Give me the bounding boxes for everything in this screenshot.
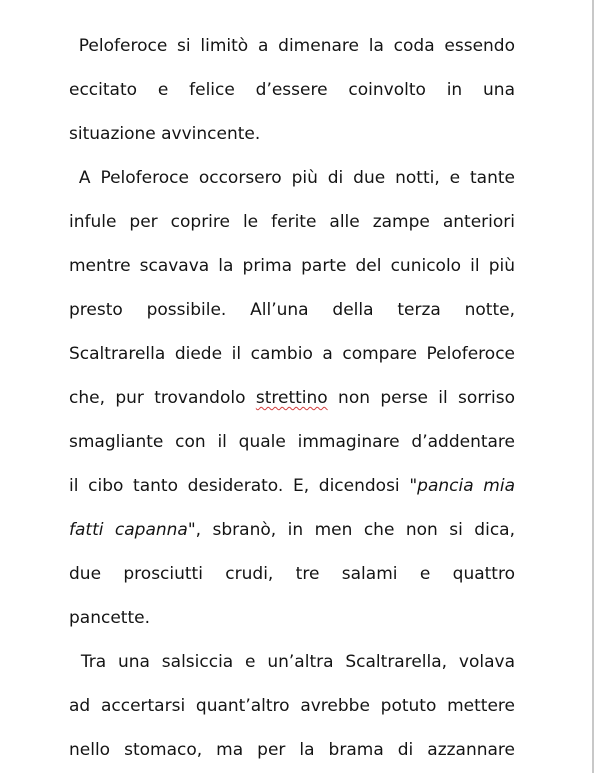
text-line [69, 253, 515, 279]
line-text: il cibo tanto desiderato. E, dicendosi " [69, 476, 418, 496]
line-text: Tra una salsiccia e un’altra Scaltrarella, volava [69, 652, 515, 672]
text-line [69, 121, 515, 147]
text-line [69, 605, 515, 631]
text-line [69, 165, 515, 191]
line-text: mentre scavava la prima parte del cunicolo il più [69, 256, 515, 276]
line-text: nello stomaco, ma per la brama di azzannare [69, 740, 515, 760]
text-line [69, 737, 515, 763]
text-line [69, 297, 515, 323]
line-text: infule per coprire le ferite alle zampe anteriori [69, 212, 515, 232]
line-text: due prosciutti crudi, tre salami e quattro [69, 564, 515, 584]
line-text: Scaltrarella diede il cambio a compare Peloferoce [69, 344, 515, 364]
text-line [69, 429, 515, 455]
line-text: ad accertarsi quant’altro avrebbe potuto mettere [69, 696, 515, 716]
text-line [69, 561, 515, 587]
line-text: pancette. [69, 608, 150, 628]
italic-text: pancia mia [417, 476, 515, 496]
line-text: A Peloferoce occorsero più di due notti, e tante [69, 168, 515, 188]
spellcheck-flagged-word[interactable]: strettino [255, 388, 328, 408]
text-line [69, 649, 515, 675]
line-text: situazione avvincente. [69, 124, 261, 144]
text-line [69, 33, 515, 59]
text-line [69, 77, 515, 103]
line-text: eccitato e felice d’essere coinvolto in una [69, 80, 515, 100]
text-line [69, 517, 515, 543]
text-line [69, 693, 515, 719]
line-text: che, pur trovandolo [69, 388, 246, 408]
italic-text: fatti capanna [69, 520, 188, 540]
line-text: presto possibile. All’una della terza notte, [69, 300, 515, 320]
text-line [69, 341, 515, 367]
line-text: ", sbranò, in men che non si dica, [187, 520, 515, 540]
line-text: Peloferoce si limitò a dimenare la coda essendo [69, 36, 515, 56]
text-line [69, 473, 515, 499]
text-line [69, 209, 515, 235]
line-text: smagliante con il quale immaginare d’addentare [69, 432, 515, 452]
line-text: non perse il sorriso [338, 388, 515, 408]
text-line [69, 385, 515, 411]
